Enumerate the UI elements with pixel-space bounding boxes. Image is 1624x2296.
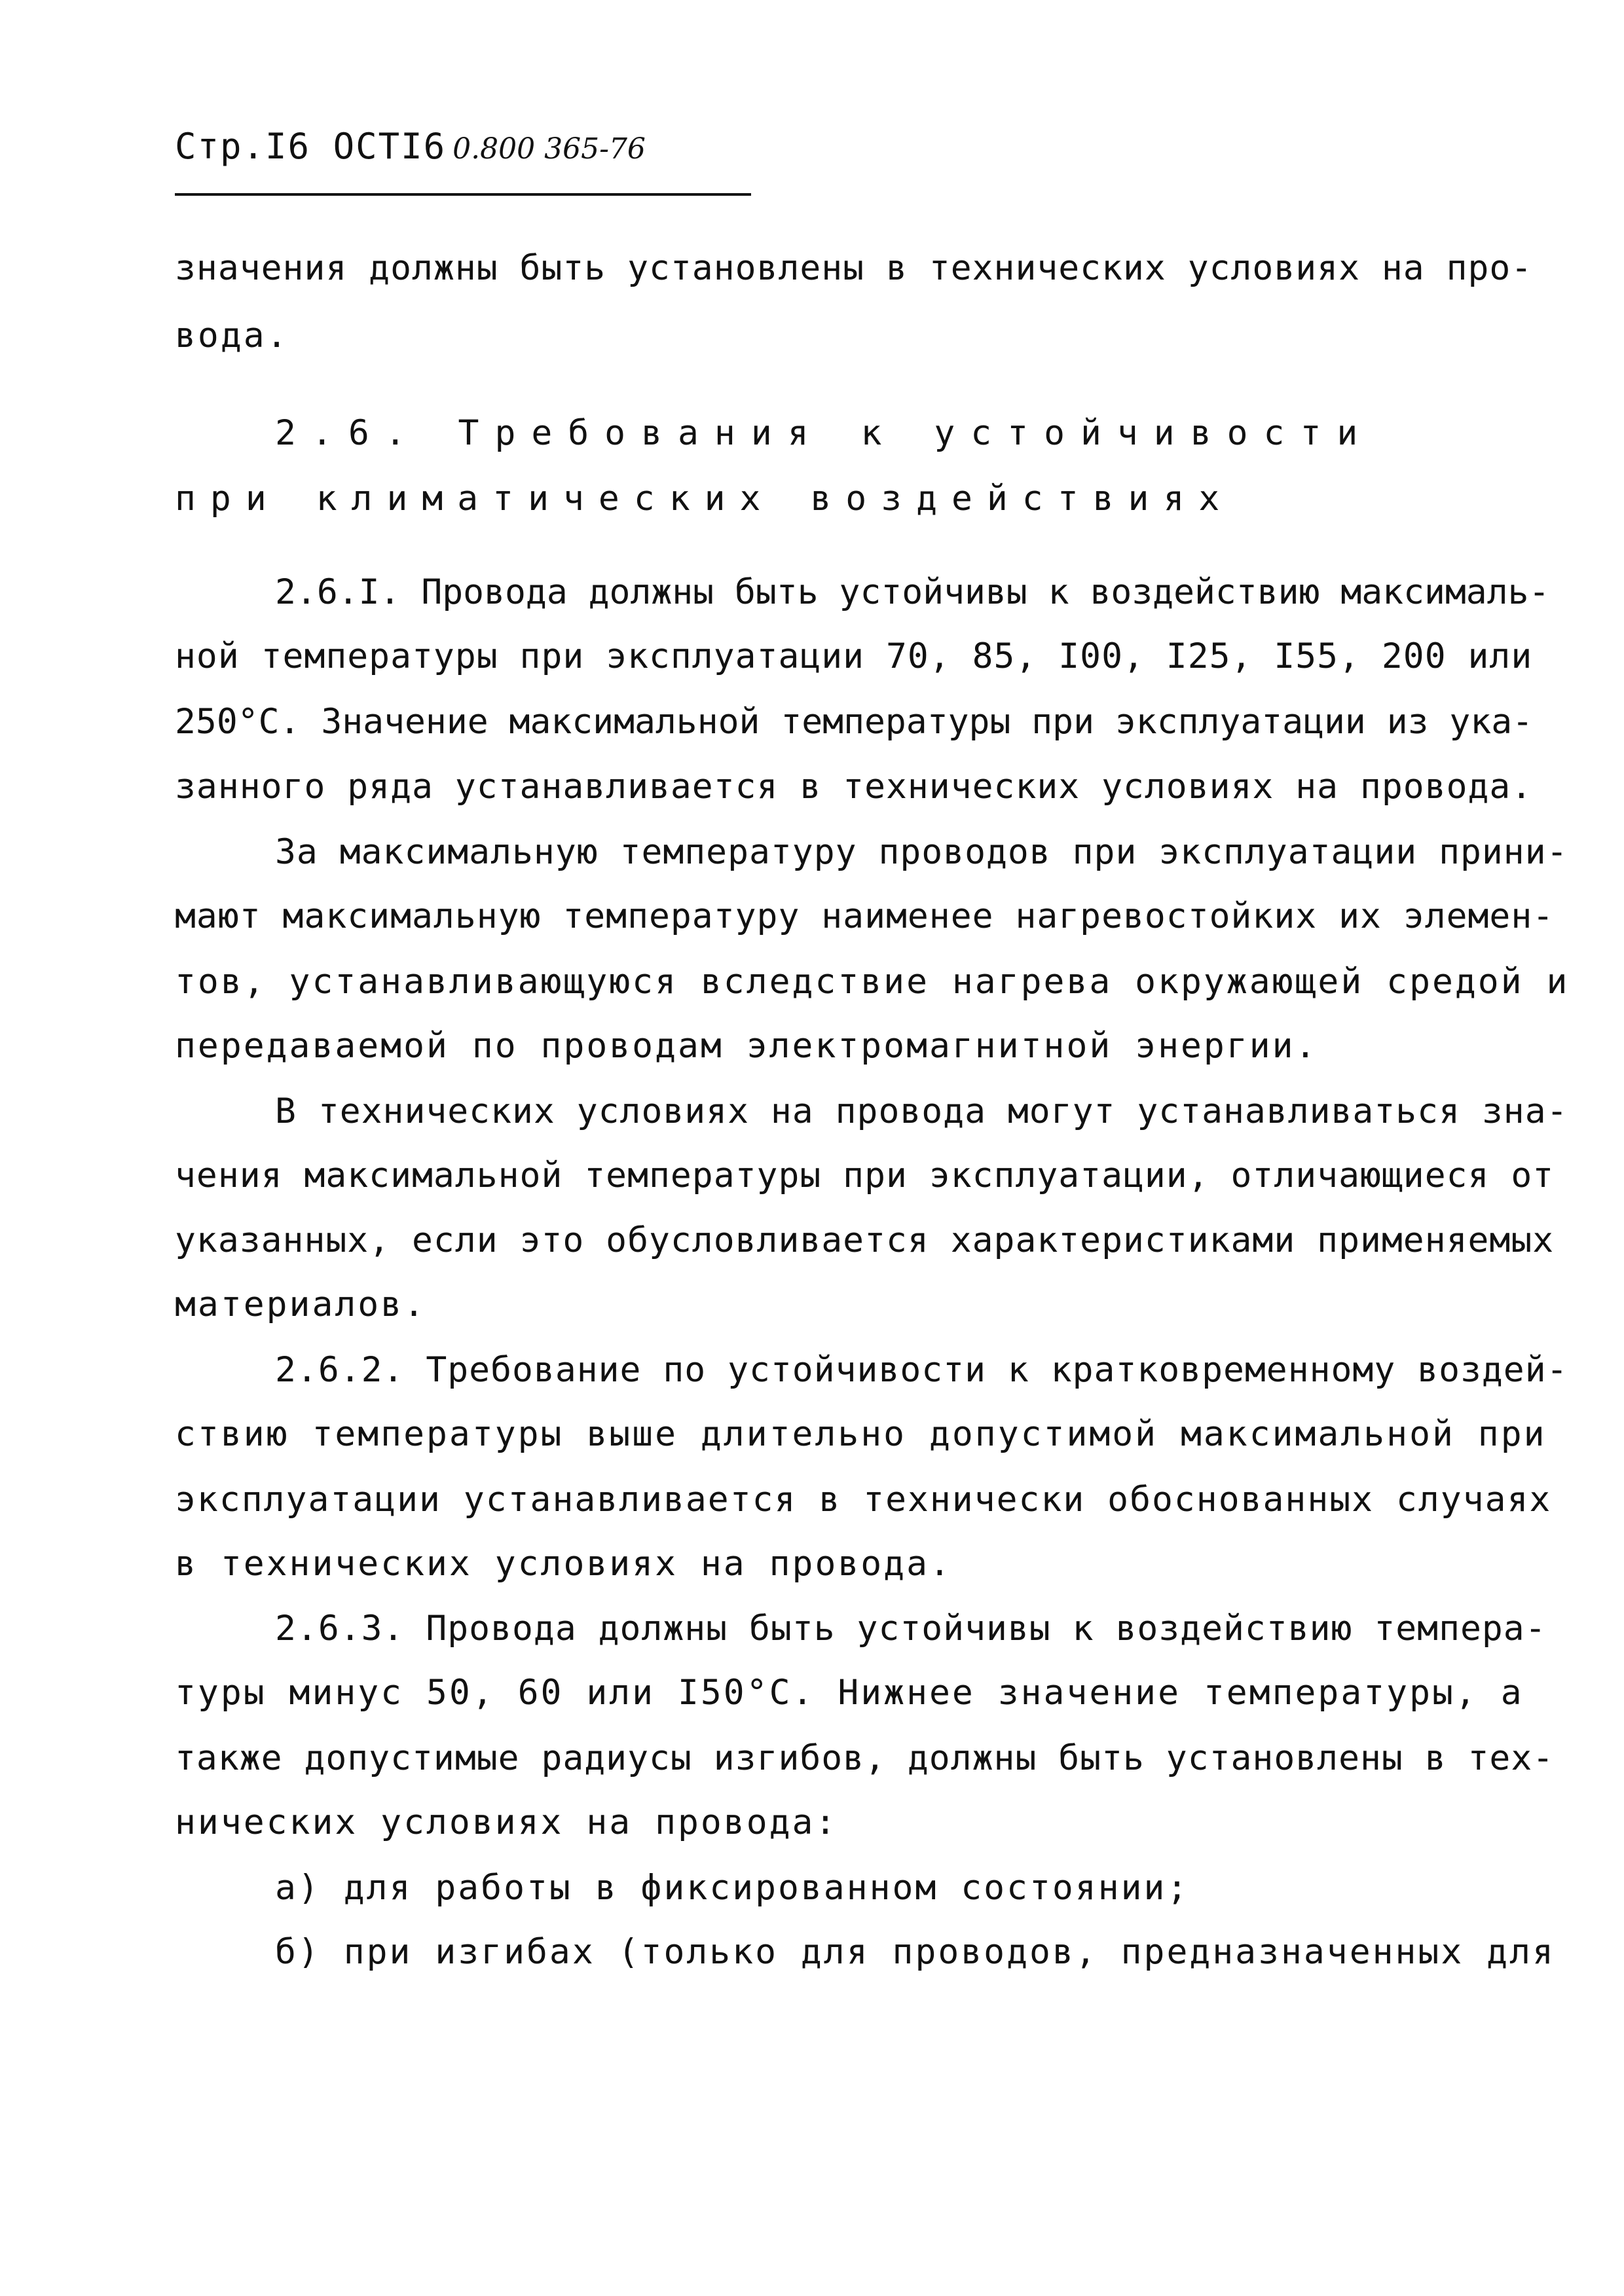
text-line: тов, устанавливающуюся вследствие нагрева окружающей средой и [175,962,1570,1002]
text-line: значения должны быть установлены в технических условиях на про- [175,248,1533,288]
text-line: ствию температуры выше длительно допустимой максимальной при [175,1414,1547,1454]
text-line: 2.6.3. Провода должны быть устойчивы к воздействию темпера- [275,1609,1547,1649]
text-line: туры минус 50, 60 или I50°С. Нижнее значение температуры, а [175,1673,1524,1713]
text-line: чения максимальной температуры при эксплуатации, отличающиеся от [175,1156,1555,1195]
text-line: За максимальную температуру проводов при эксплуатации прини- [275,832,1568,872]
text-line: вода. [175,316,289,355]
text-line: ной температуры при эксплуатации 70, 85, I00, I25, I55, 200 или [175,636,1533,676]
header-rule [175,193,751,196]
list-item: б) при изгибах (только для проводов, предназначенных для [275,1932,1555,1972]
text-line: указанных, если это обусловливается характеристиками применяемых [175,1220,1555,1260]
text-line: материалов. [175,1285,426,1324]
text-line: 2.6.I. Провода должны быть устойчивы к воздействию максималь- [275,572,1550,612]
text-line: В технических условиях на провода могут устанавливаться зна- [275,1091,1568,1131]
text-line: передаваемой по проводам электромагнитной энергии. [175,1026,1318,1066]
text-line: также допустимые радиусы изгибов, должны быть установлены в тех- [175,1738,1555,1778]
text-line: нических условиях на провода: [175,1802,838,1842]
handwritten-document-number: 0.800 365-76 [452,132,646,166]
list-item: а) для работы в фиксированном состоянии; [275,1868,1190,1908]
text-line: мают максимальную температуру наименее нагревостойких их элемен- [175,896,1555,936]
section-heading-line-2: при климатических воздействиях [175,479,1234,519]
text-line: в технических условиях на провода. [175,1544,952,1584]
page-label: Стр.I6 ОСТI6 [175,126,447,167]
text-line: занного ряда устанавливается в технических условиях на провода. [175,767,1533,807]
text-line: 2.6.2. Требование по устойчивости к кратковременному воздей- [275,1350,1568,1390]
text-line: 250°С. Значение максимальной температуры при эксплуатации из ука- [175,702,1534,742]
page-header [175,126,646,167]
section-heading-line-1: 2.6. Требования к устойчивости [275,413,1374,453]
text-line: эксплуатации устанавливается в технически обоснованных случаях [175,1480,1552,1520]
